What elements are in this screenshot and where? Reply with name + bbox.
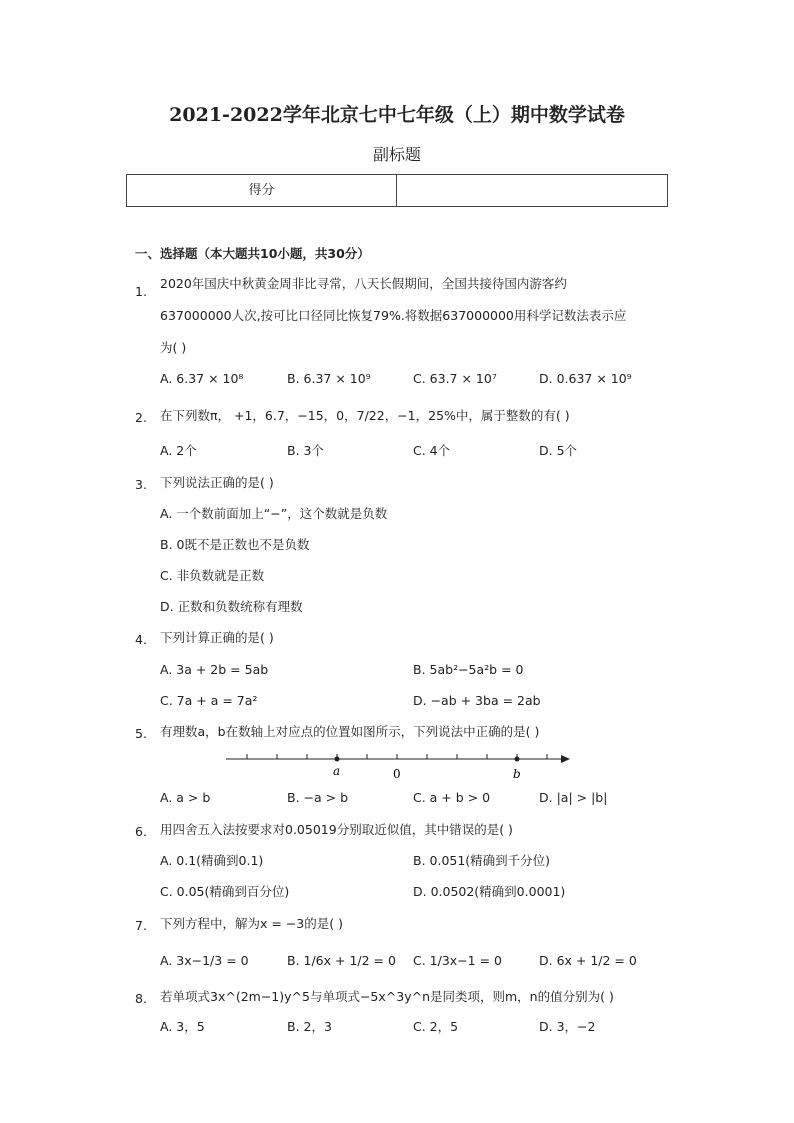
q6-stem: 用四舍五入法按要求对0.05019分别取近似值，其中错误的是( ) [160,822,513,837]
q5-option-d: D. |a| > |b| [539,790,608,805]
q6-option-d: D. 0.0502(精确到0.0001) [413,884,566,899]
q1-option-c: C. 63.7 × 10⁷ [413,371,497,386]
q3-option-a: A. 一个数前面加上“−”，这个数就是负数 [160,506,388,521]
q6-option-c: C. 0.05(精确到百分位) [160,884,290,899]
point-b-label: b [513,767,521,781]
q5-option-b: B. −a > b [287,790,349,805]
point-a-marker [335,757,340,762]
q3-option-b: B. 0既不是正数也不是负数 [160,537,310,552]
q2-number: 2. [135,410,147,425]
q6-option-a: A. 0.1(精确到0.1) [160,853,264,868]
q8-number: 8. [135,991,147,1006]
q7-stem: 下列方程中，解为x = −3的是( ) [160,916,343,931]
q7-option-d: D. 6x + 1/2 = 0 [539,953,637,968]
q2-option-c: C. 4个 [413,443,451,458]
q1-line-1: 2020年国庆中秋黄金周非比寻常，八天长假期间，全国共接待国内游客约 [160,276,567,291]
q1-line-3: 为( ) [160,340,187,355]
q8-option-d: D. 3，−2 [539,1019,596,1034]
q4-option-c: C. 7a + a = 7a² [160,693,258,708]
q2-option-a: A. 2个 [160,443,197,458]
q3-option-c: C. 非负数就是正数 [160,568,265,583]
q8-option-a: A. 3，5 [160,1019,205,1034]
q4-number: 4. [135,632,147,647]
q8-option-c: C. 2，5 [413,1019,459,1034]
q3-option-d: D. 正数和负数统称有理数 [160,599,303,614]
q8-option-b: B. 2，3 [287,1019,332,1034]
q5-number: 5. [135,726,147,741]
section-heading: 一、选择题（本大题共10小题，共30分） [135,246,370,261]
q5-option-c: C. a + b > 0 [413,790,491,805]
q3-number: 3. [135,477,147,492]
q1-option-a: A. 6.37 × 10⁸ [160,371,244,386]
q6-option-b: B. 0.051(精确到千分位) [413,853,551,868]
q5-stem: 有理数a，b在数轴上对应点的位置如图所示，下列说法中正确的是( ) [160,724,540,739]
q7-option-a: A. 3x−1/3 = 0 [160,953,249,968]
number-line-ticks [247,754,547,759]
q2-option-b: B. 3个 [287,443,324,458]
q1-number: 1. [135,284,147,299]
q6-number: 6. [135,824,147,839]
number-line-arrow [561,755,570,763]
exam-title: 2021-2022学年北京七中七年级（上）期中数学试卷 [169,104,625,126]
q2-stem: 在下列数π， +1，6.7，−15，0，7/22，−1，25%中，属于整数的有( ) [160,408,570,423]
score-label: 得分 [127,175,397,206]
zero-label: 0 [393,767,401,781]
q4-option-a: A. 3a + 2b = 5ab [160,662,269,677]
q8-stem: 若单项式3x^(2m−1)y^5与单项式−5x^3y^n是同类项，则m，n的值分别为( ) [160,989,614,1004]
q3-stem: 下列说法正确的是( ) [160,475,274,490]
q7-option-b: B. 1/6x + 1/2 = 0 [287,953,396,968]
q7-number: 7. [135,918,147,933]
q4-option-d: D. −ab + 3ba = 2ab [413,693,541,708]
point-a-label: a [333,764,341,778]
q4-option-b: B. 5ab²−5a²b = 0 [413,662,524,677]
q1-line-2: 637000000人次,按可比口径同比恢复79%.将数据637000000用科学记数法表示应 [160,308,627,323]
q1-option-b: B. 6.37 × 10⁹ [287,371,371,386]
q4-stem: 下列计算正确的是( ) [160,630,274,645]
q2-option-d: D. 5个 [539,443,578,458]
q7-option-c: C. 1/3x−1 = 0 [413,953,502,968]
q5-option-a: A. a > b [160,790,211,805]
q1-option-d: D. 0.637 × 10⁹ [539,371,632,386]
exam-subtitle: 副标题 [372,145,421,164]
point-b-marker [515,757,520,762]
